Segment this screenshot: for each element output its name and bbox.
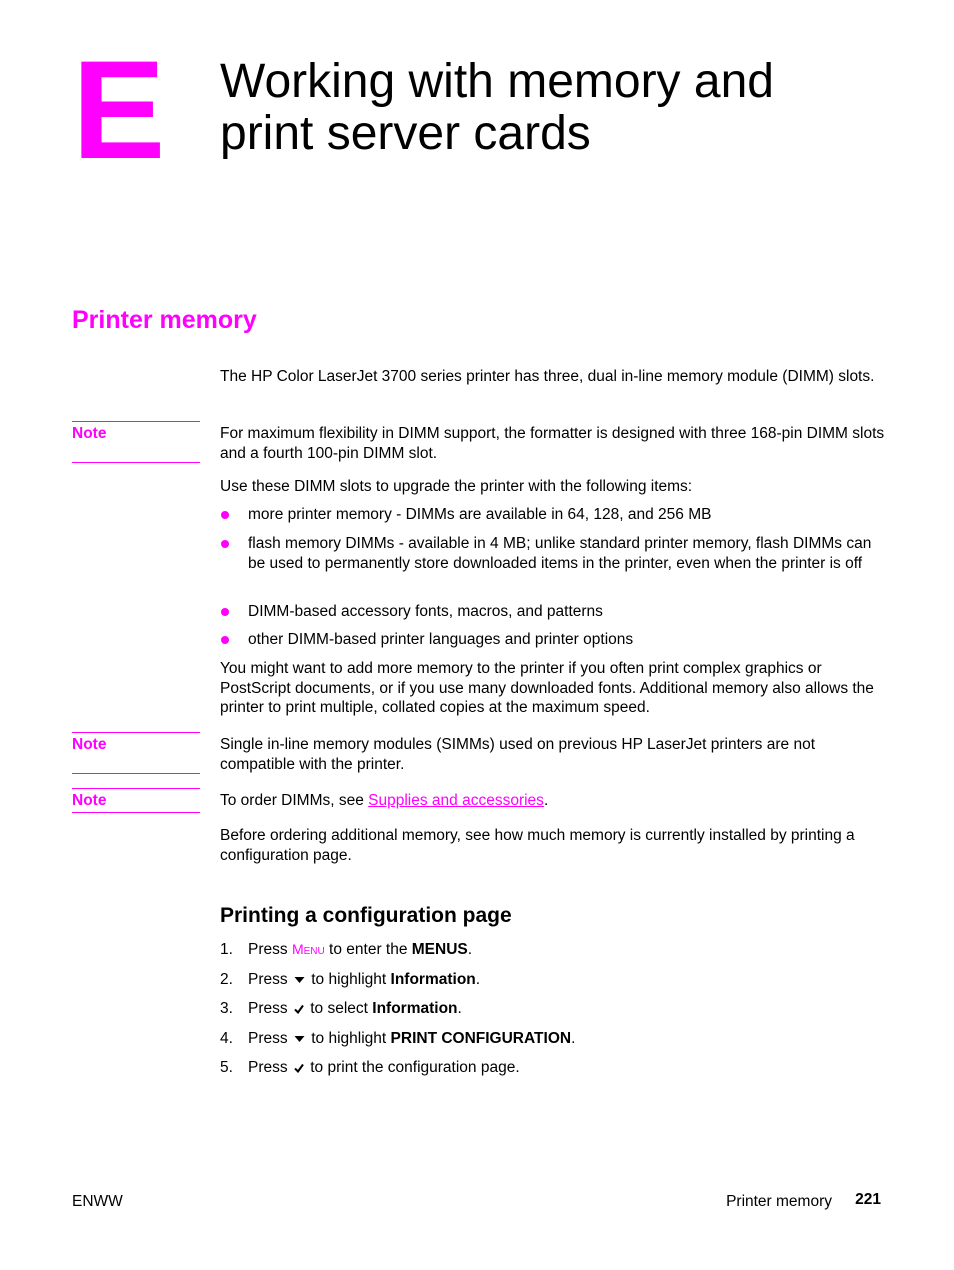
list-item: DIMM-based accessory fonts, macros, and patterns: [248, 603, 603, 620]
step-press: Press: [248, 971, 292, 988]
chapter-title: [220, 56, 774, 160]
step-bold: Information: [390, 971, 476, 988]
checkmark-icon: [294, 1063, 304, 1073]
step-text: [248, 940, 472, 962]
step-end: .: [467, 941, 473, 958]
note-text-suffix: .: [543, 792, 549, 809]
footer-left: ENWW: [72, 1193, 123, 1210]
step-text: [248, 970, 480, 990]
page-number: 221: [855, 1191, 881, 1208]
step-text: [248, 999, 462, 1019]
step-mid: to highlight: [306, 1030, 391, 1047]
down-arrow-icon: [294, 976, 305, 984]
note-rule-top: [72, 732, 200, 733]
step-mid: to select: [305, 1000, 373, 1017]
list-item: flash memory DIMMs - available in 4 MB; unlike standard printer memory, flash DIMMs can be used to permanently store downloaded items in the printer, even when the printer is off: [248, 535, 872, 572]
note-text: For maximum flexibility in DIMM support, the formatter is designed with three 168-pin DIMM slots and a fourth 100-pin DIMM slot.: [220, 425, 885, 462]
list-item: more printer memory - DIMMs are available in 64, 128, and 256 MB: [248, 506, 712, 523]
bullet-icon: [221, 608, 229, 616]
step-mid: to highlight: [306, 971, 391, 988]
step-mid: to print the configuration page.: [305, 1059, 520, 1076]
step-press: Press: [248, 941, 292, 958]
step-text: [248, 1058, 520, 1078]
step-bold: PRINT CONFIGURATION: [390, 1030, 572, 1047]
step-bold: MENUS: [411, 941, 468, 958]
note-label: Note: [72, 792, 107, 809]
note-text: Single in-line memory modules (SIMMs) used on previous HP LaserJet printers are not compatible with the printer.: [220, 736, 815, 773]
step-number: 1.: [220, 941, 233, 958]
note-rule-top: [72, 421, 200, 422]
step-end: .: [571, 1030, 576, 1047]
step-number: 4.: [220, 1030, 233, 1047]
memory-paragraph: You might want to add more memory to the printer if you often print complex graphics or PostScript documents, or if you use many downloaded fonts. Additional memory also allows the printer to print multiple, collated copies at the maximum speed.: [220, 660, 874, 716]
chapter-title-line1: Working with memory and: [220, 55, 774, 108]
step-press: Press: [248, 1000, 292, 1017]
list-item: other DIMM-based printer languages and printer options: [248, 631, 634, 648]
section-title: Printer memory: [72, 306, 257, 334]
step-end: .: [457, 1000, 462, 1017]
note-label: Note: [72, 425, 107, 442]
note-rule-bottom: [72, 462, 200, 463]
footer-section: Printer memory: [726, 1193, 832, 1210]
chapter-letter: E: [72, 31, 164, 188]
checkmark-icon: [294, 1004, 304, 1014]
note-text-prefix: To order DIMMs, see: [220, 792, 369, 809]
step-text: [248, 1029, 575, 1049]
menu-key-first: M: [291, 941, 304, 957]
supplies-link[interactable]: Supplies and accessories: [368, 792, 544, 809]
step-number: 5.: [220, 1059, 233, 1076]
note-rule-bottom: [72, 773, 200, 774]
step-press: Press: [248, 1059, 292, 1076]
bullet-icon: [221, 636, 229, 644]
down-arrow-icon: [294, 1035, 305, 1043]
step-number: 3.: [220, 1000, 233, 1017]
bullet-icon: [221, 511, 229, 519]
menu-key-rest: ENU: [303, 946, 325, 957]
step-mid: to enter the: [324, 941, 412, 958]
note-rule-top: [72, 788, 200, 789]
bullet-icon: [221, 540, 229, 548]
use-paragraph: Use these DIMM slots to upgrade the printer with the following items:: [220, 478, 693, 495]
chapter-title-line2: print server cards: [220, 107, 591, 160]
step-press: Press: [248, 1030, 292, 1047]
step-bold: Information: [372, 1000, 458, 1017]
menu-key: [292, 941, 325, 957]
note-text: [220, 791, 885, 811]
step-end: .: [475, 971, 481, 988]
intro-paragraph: The HP Color LaserJet 3700 series printer has three, dual in-line memory module (DIMM) slots.: [220, 368, 875, 385]
subsection-title: Printing a configuration page: [220, 904, 512, 927]
note-rule-bottom: [72, 812, 200, 813]
note-label: Note: [72, 736, 107, 753]
before-paragraph: Before ordering additional memory, see how much memory is currently installed by printing a configuration page.: [220, 827, 855, 864]
step-number: 2.: [220, 971, 233, 988]
